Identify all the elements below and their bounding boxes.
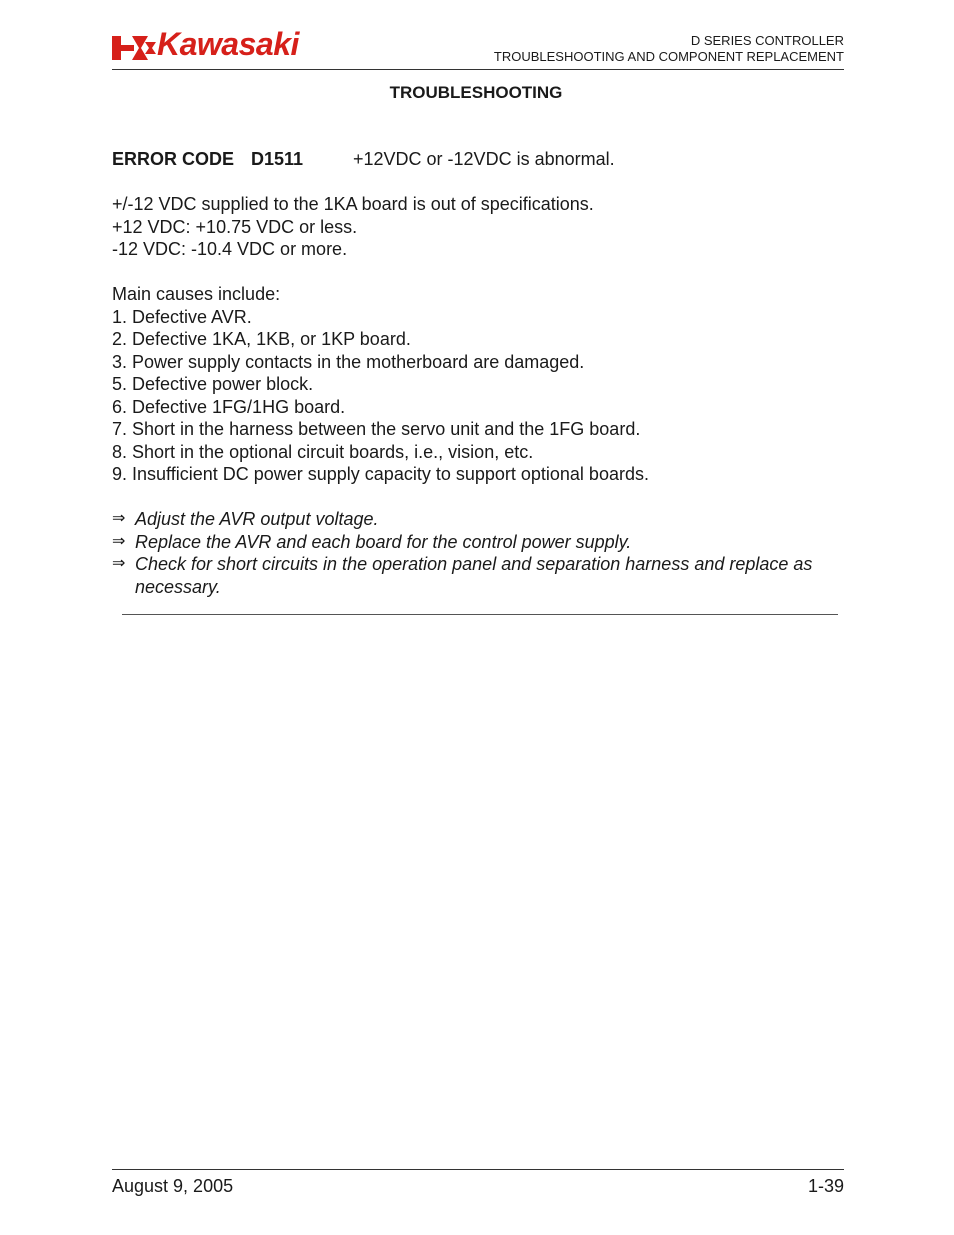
cause-item: 9. Insufficient DC power supply capacity to support optional boards. [112,464,649,484]
footer-divider [112,1169,844,1170]
error-code-line [112,148,844,171]
kawasaki-logo [112,26,392,63]
kawasaki-river-mark-icon [112,33,156,63]
header-section: TROUBLESHOOTING AND COMPONENT REPLACEMENT [493,49,844,64]
error-description: +12VDC or -12VDC is abnormal. [353,149,615,169]
action-item [112,531,844,554]
page-number: 1-39 [807,1176,844,1196]
section-end-divider [122,614,838,615]
cause-item: 1. Defective AVR. [112,306,252,327]
action-text: Adjust the AVR output voltage. [135,509,379,529]
header-divider [112,69,844,70]
action-text: Check for short circuits in the operation panel and separation harness and replace as necessary. [135,554,813,597]
action-item [112,553,844,598]
cause-item: 6. Defective 1FG/1HG board. [112,396,346,417]
error-code-label: ERROR CODE [112,149,235,169]
header-series: D SERIES CONTROLLER [690,33,844,48]
arrow-icon: ⇒ [112,532,126,550]
action-text: Replace the AVR and each board for the control power supply. [135,531,632,552]
spec-line: -12 VDC: -10.4 VDC or more. [112,239,348,259]
causes-heading: Main causes include: [112,284,281,304]
arrow-icon: ⇒ [112,555,126,572]
logo-wordmark: Kawasaki [157,26,299,62]
cause-item: 7. Short in the harness between the servo unit and the 1FG board. [112,419,641,439]
arrow-icon: ⇒ [112,510,126,527]
cause-item: 5. Defective power block. [112,374,314,394]
cause-item: 2. Defective 1KA, 1KB, or 1KP board. [112,329,411,349]
document-header [494,33,844,65]
page-content [112,148,844,598]
section-title: TROUBLESHOOTING [389,83,563,102]
action-item [112,508,844,531]
cause-item: 3. Power supply contacts in the motherboard are damaged. [112,351,585,372]
cause-item: 8. Short in the optional circuit boards, i.e., vision, etc. [112,441,534,462]
error-code-value: D1511 [251,149,304,169]
spec-line: +/-12 VDC supplied to the 1KA board is out of specifications. [112,194,594,214]
spec-line: +12 VDC: +10.75 VDC or less. [112,216,358,237]
footer-date: August 9, 2005 [112,1176,234,1196]
